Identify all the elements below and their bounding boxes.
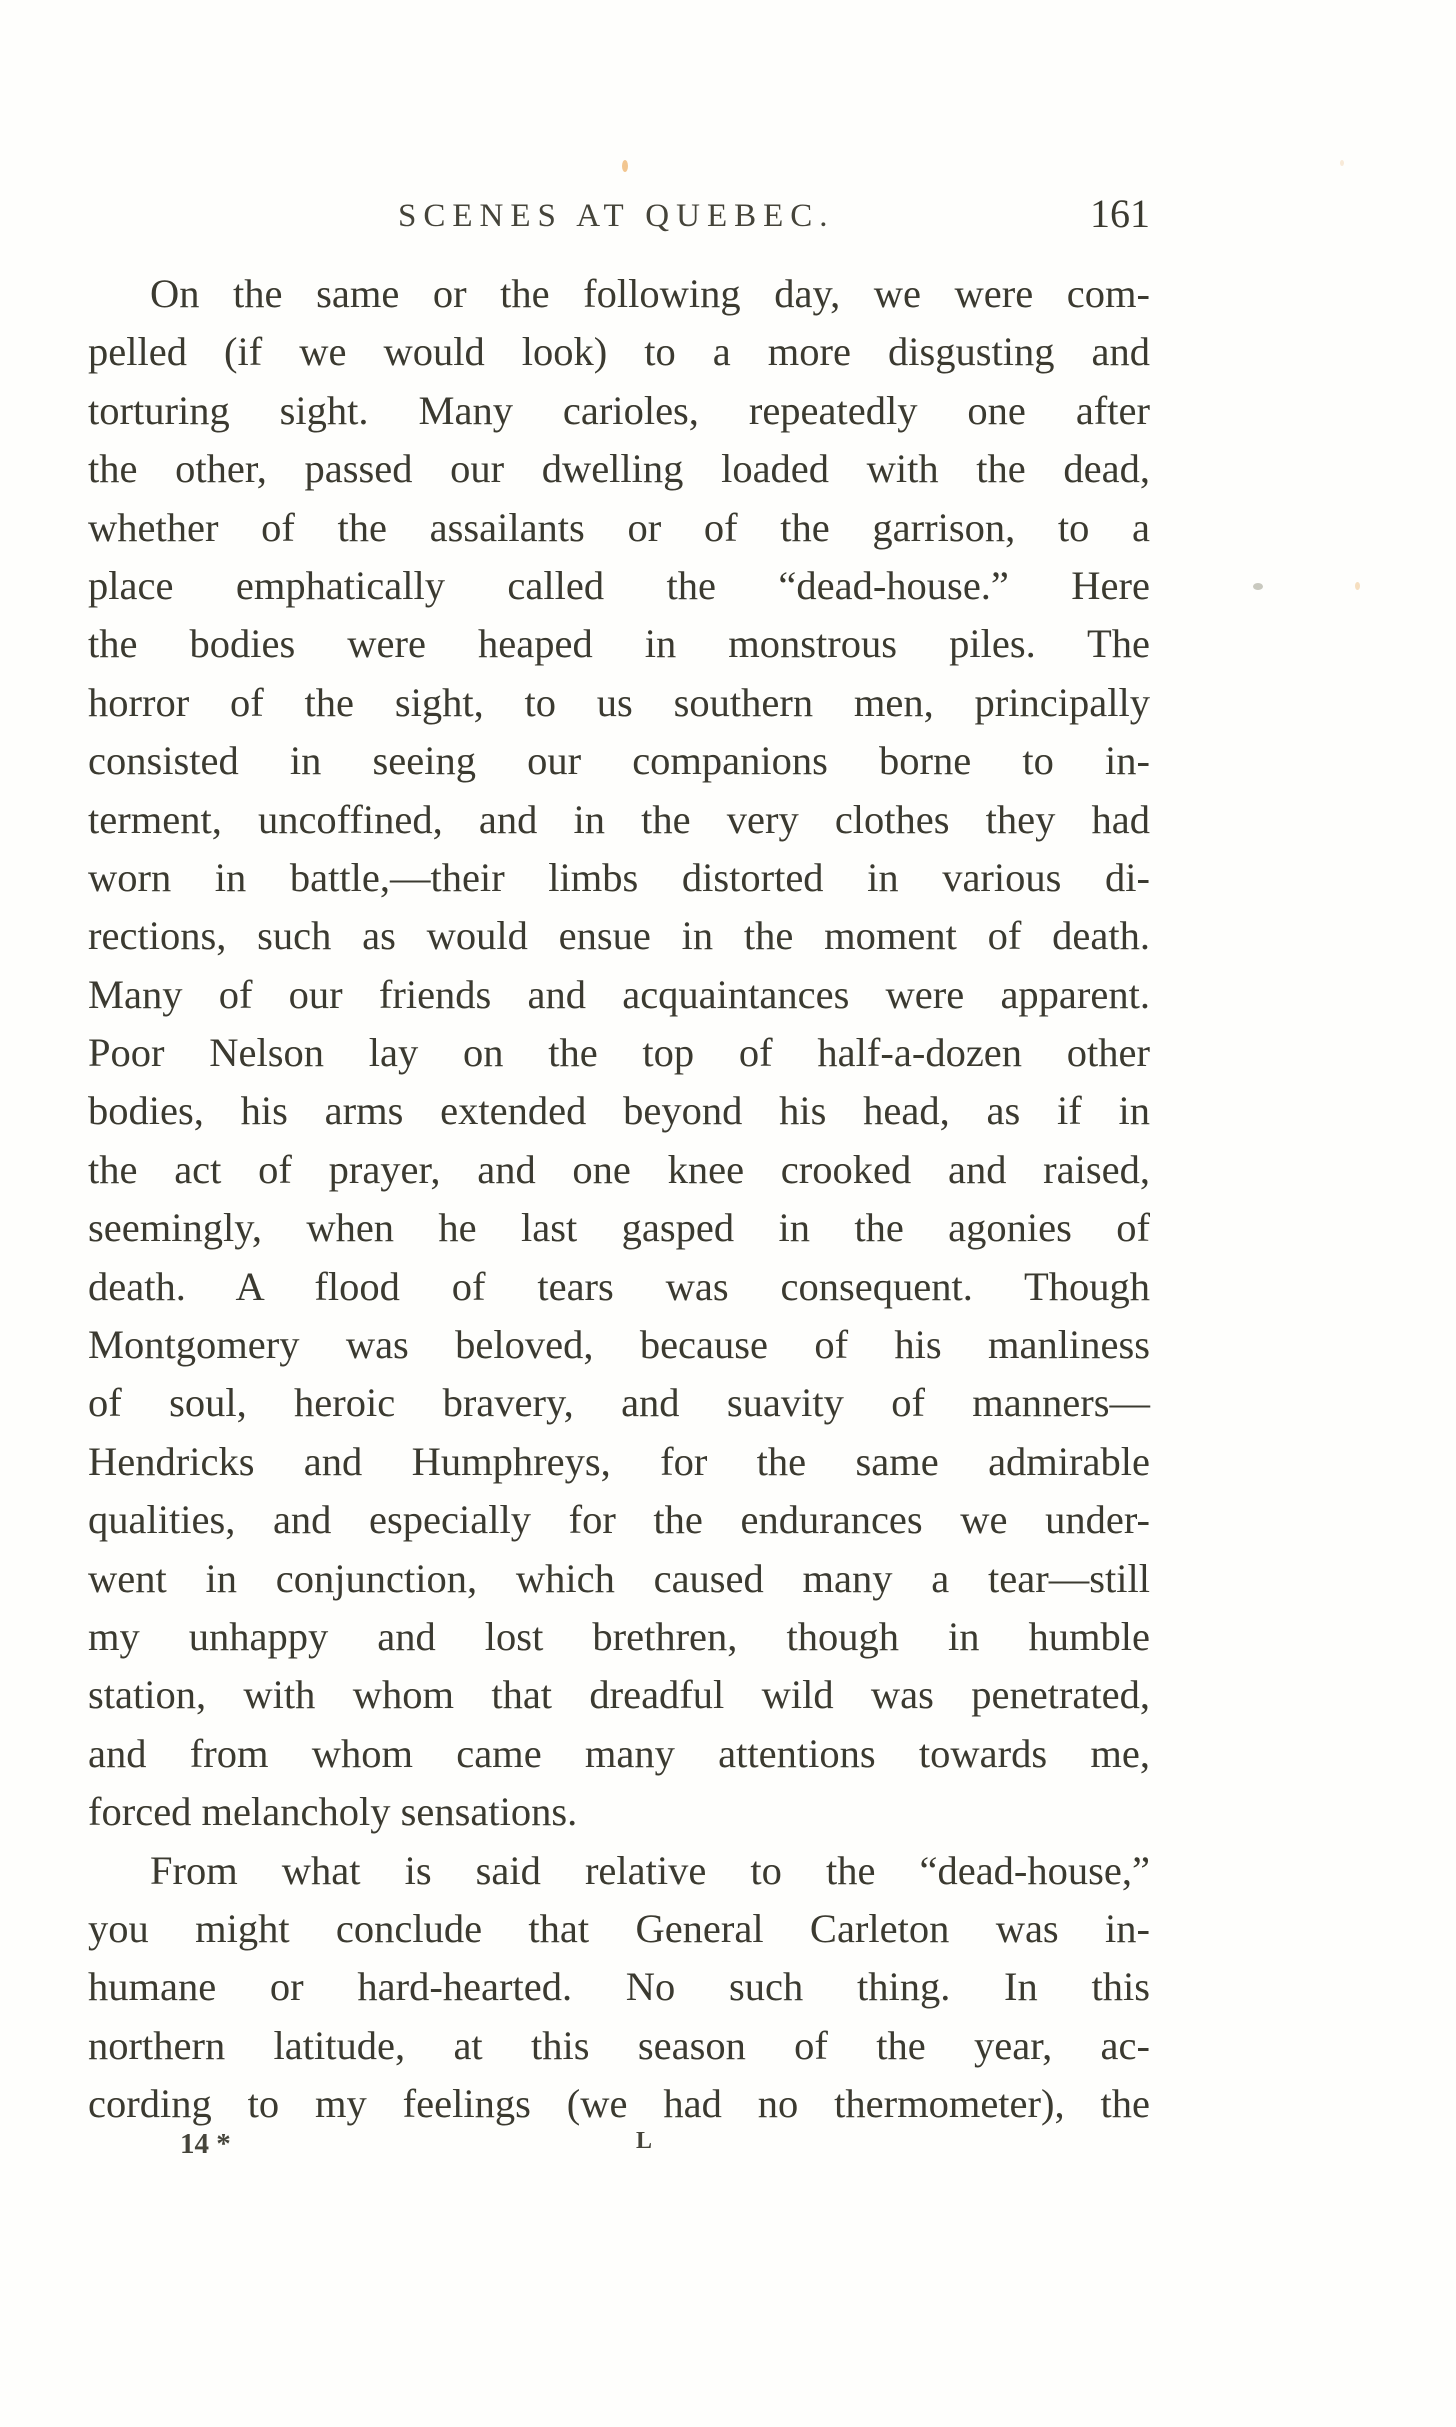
text-line: From what is said relative to the “dead-house,” [150, 1847, 1150, 1893]
text-line: death. A flood of tears was consequent. Though [88, 1263, 1150, 1309]
gathering-mark: L [636, 2128, 653, 2154]
paper-blemish [1253, 583, 1263, 590]
paper-blemish [622, 160, 628, 172]
text-line: humane or hard-hearted. No such thing. In this [88, 1964, 1150, 2010]
text-line: qualities, and especially for the endurances we under- [88, 1497, 1150, 1543]
paper-blemish [1355, 582, 1360, 590]
text-line: station, with whom that dreadful wild was penetrated, [88, 1672, 1150, 1718]
text-line: place emphatically called the “dead-house.” Here [88, 562, 1150, 608]
text-line: worn in battle,—their limbs distorted in various di- [88, 854, 1150, 900]
text-line: my unhappy and lost brethren, though in humble [88, 1613, 1150, 1659]
text-line: Poor Nelson lay on the top of half-a-dozen other [88, 1030, 1150, 1076]
text-line: Hendricks and Humphreys, for the same admirable [88, 1438, 1150, 1484]
text-line: and from whom came many attentions towards me, [88, 1730, 1150, 1776]
text-line: seemingly, when he last gasped in the agonies of [88, 1205, 1150, 1251]
signature-mark: 14 * [180, 2128, 231, 2160]
text-line: the act of prayer, and one knee crooked and raised, [88, 1146, 1150, 1192]
text-line: terment, uncoffined, and in the very clothes they had [88, 796, 1150, 842]
text-line: Many of our friends and acquaintances were apparent. [88, 971, 1150, 1017]
text-line: cording to my feelings (we had no thermometer), the [88, 2081, 1150, 2127]
text-line: forced melancholy sensations. [88, 1789, 578, 1835]
text-line: you might conclude that General Carleton was in- [88, 1905, 1150, 1951]
text-line: the other, passed our dwelling loaded with the dead, [88, 446, 1150, 492]
text-line: horror of the sight, to us southern men, principally [88, 679, 1150, 725]
text-line: northern latitude, at this season of the year, ac- [88, 2022, 1150, 2068]
text-line: went in conjunction, which caused many a tear—still [88, 1555, 1150, 1601]
text-line: bodies, his arms extended beyond his head, as if in [88, 1088, 1150, 1134]
text-line: whether of the assailants or of the garrison, to a [88, 504, 1150, 550]
running-head [88, 190, 1150, 250]
paragraph-1 [88, 265, 1150, 1842]
text-line: of soul, heroic bravery, and suavity of manners— [88, 1380, 1150, 1426]
text-line: the bodies were heaped in monstrous piles. The [88, 621, 1150, 667]
running-title: SCENES AT QUEBEC. [398, 198, 835, 234]
page-number: 161 [1090, 191, 1150, 236]
page-footer [88, 2128, 1150, 2178]
text-line: On the same or the following day, we were com- [150, 271, 1150, 316]
text-line: pelled (if we would look) to a more disgusting and [88, 329, 1150, 375]
paper-blemish [1340, 160, 1344, 166]
text-line: rections, such as would ensue in the moment of death. [88, 913, 1150, 959]
text-line: consisted in seeing our companions borne to in- [88, 738, 1150, 784]
paragraph-2 [88, 1842, 1150, 2134]
body-text [88, 265, 1150, 2134]
text-line: Montgomery was beloved, because of his manliness [88, 1322, 1150, 1368]
text-line: torturing sight. Many carioles, repeatedly one after [88, 387, 1150, 433]
